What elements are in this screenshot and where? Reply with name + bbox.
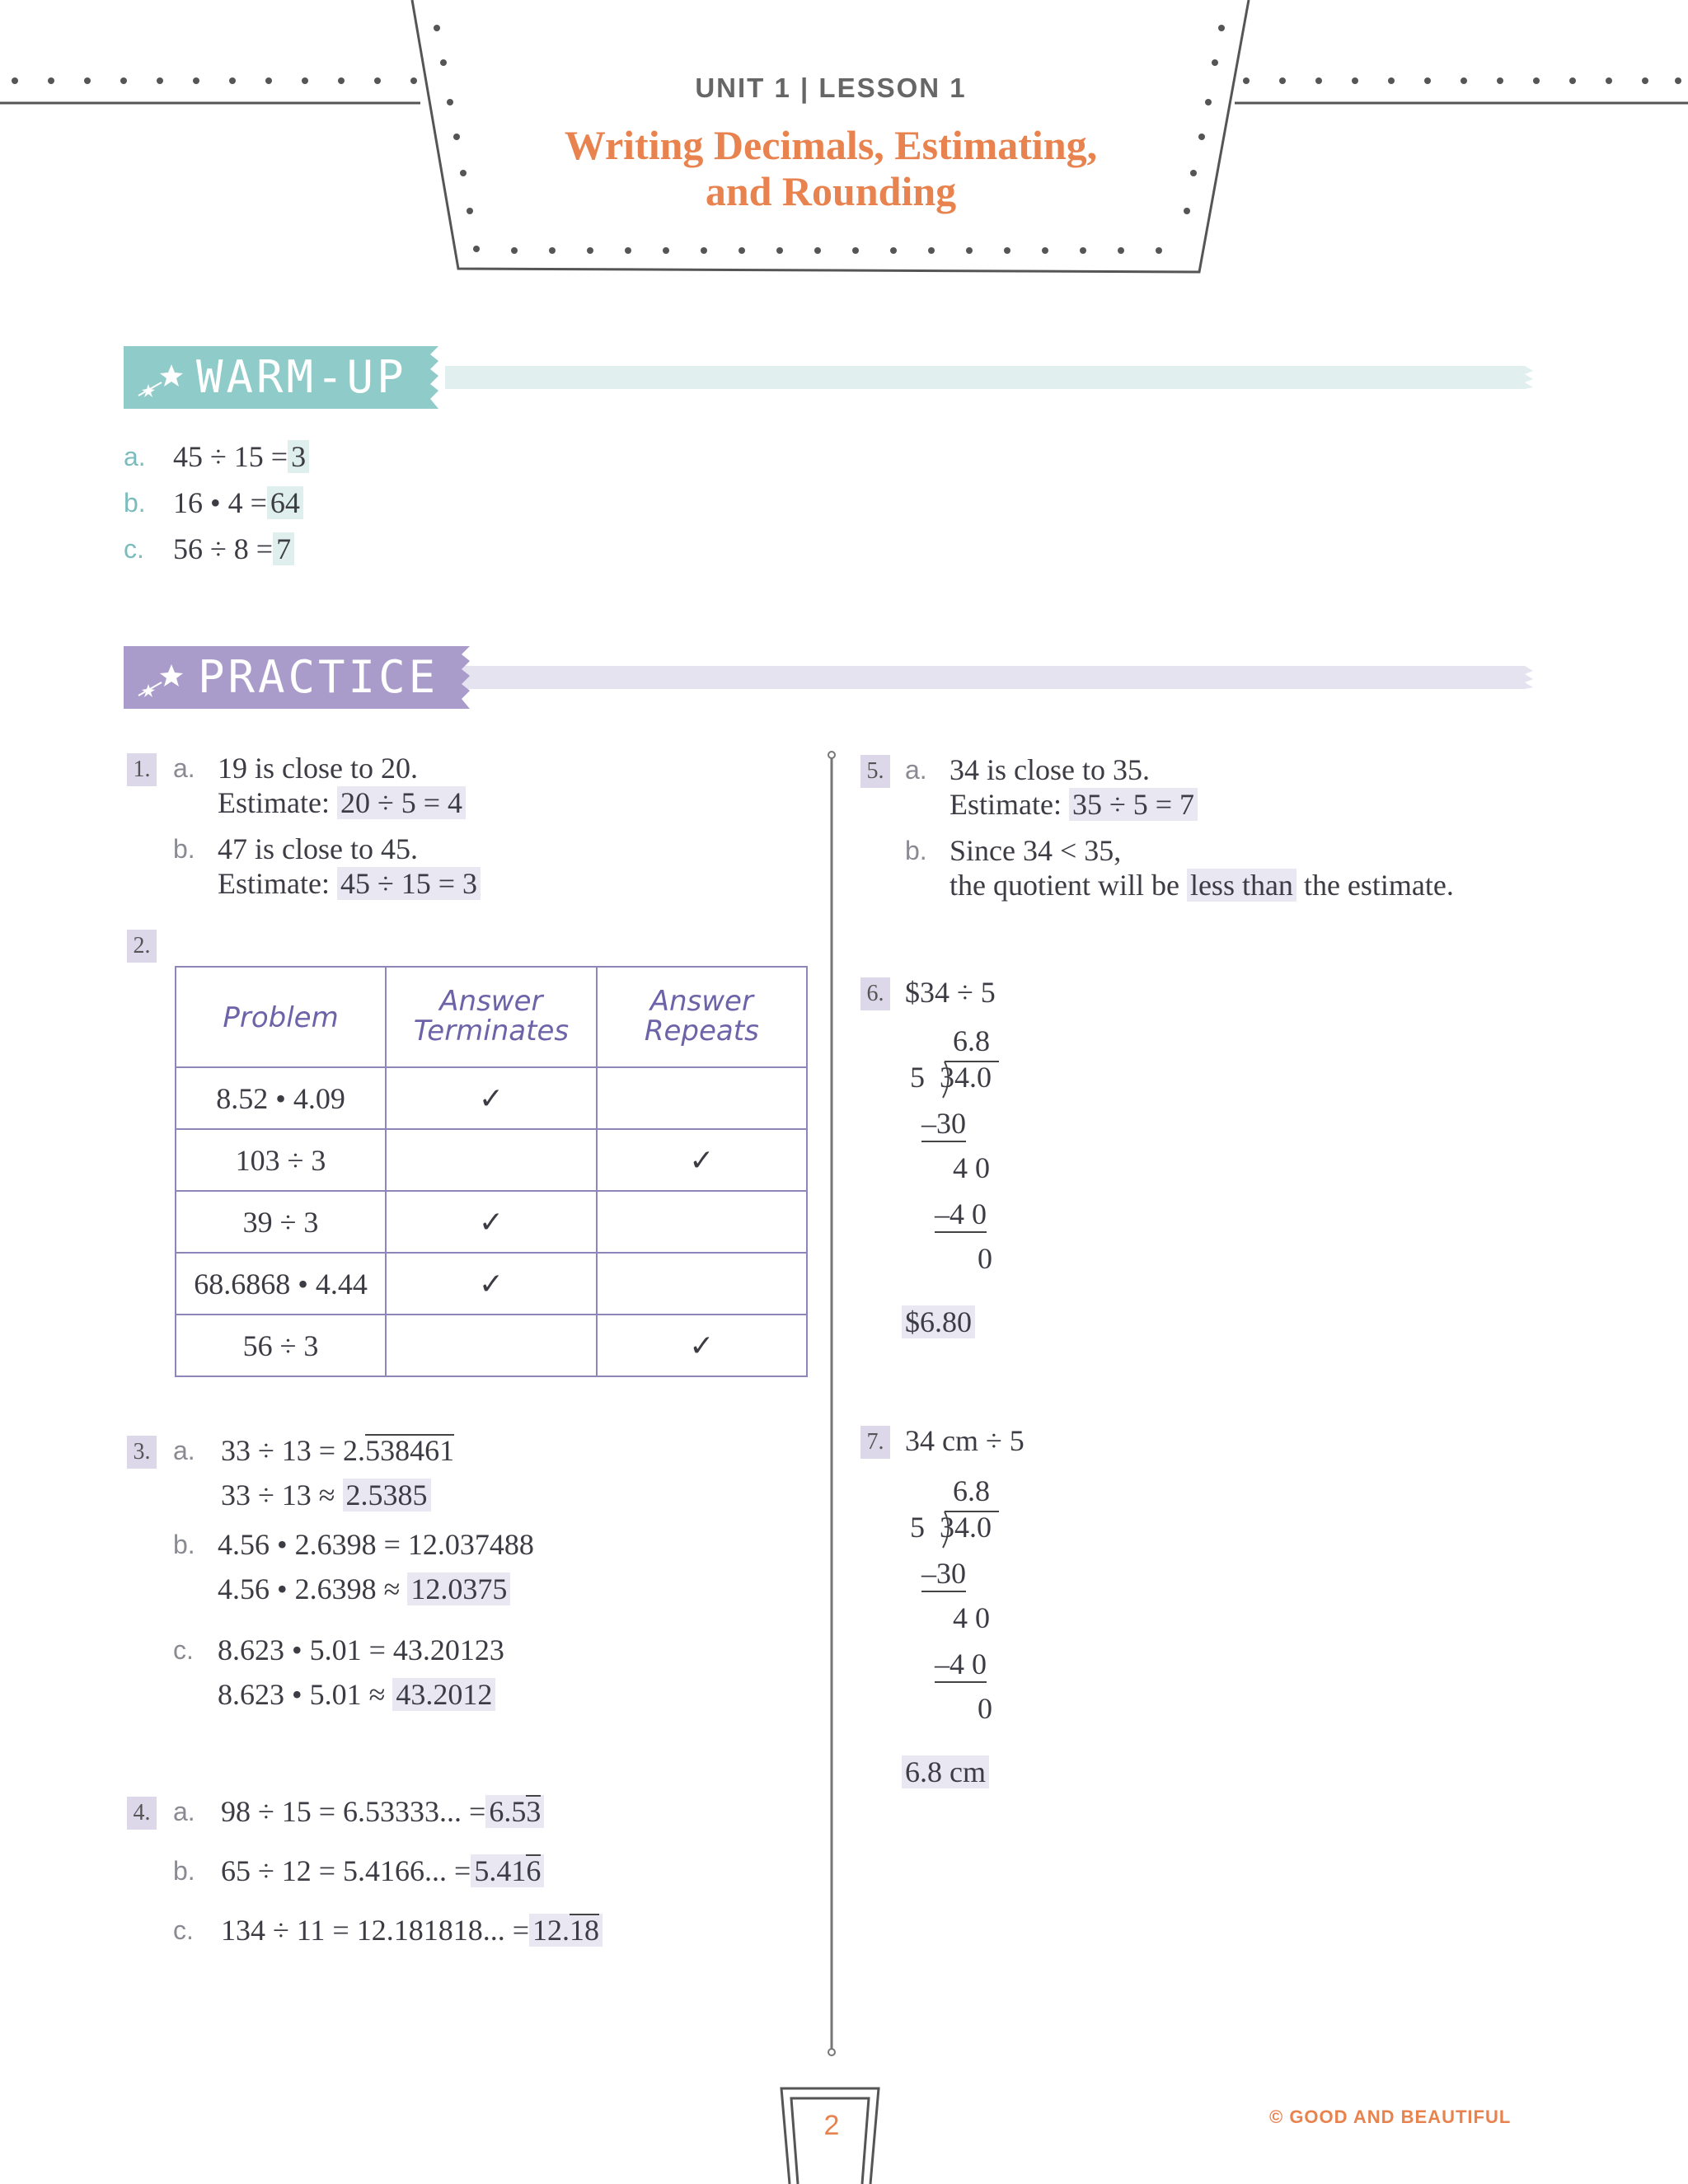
problem-number: 4. [127, 1797, 157, 1830]
p4-b: 65 ÷ 12 = 5.4166... = 5.416 [221, 1853, 544, 1889]
warmup-item: 56 ÷ 8 = 7 [173, 531, 294, 567]
problem-letter: b. [173, 1530, 195, 1559]
p7-problem: 34 cm ÷ 5 [905, 1424, 1025, 1457]
problem-number: 1. [127, 753, 157, 786]
warmup-heading: WARM-UP [196, 351, 407, 403]
table-cell: 39 ÷ 3 [176, 1191, 386, 1253]
problem-letter: b. [173, 834, 195, 864]
table-cell [386, 1129, 597, 1191]
ld-step: 0 [978, 1242, 992, 1275]
warmup-letter: a. [124, 442, 146, 471]
problem-letter: b. [173, 1856, 195, 1886]
problem-number: 2. [127, 930, 157, 963]
table-cell: ✓ [597, 1315, 807, 1376]
p3-c-line1: 8.623 • 5.01 = 43.20123 [218, 1633, 504, 1666]
p3-a-line1: 33 ÷ 13 = 2.538461 [221, 1434, 455, 1467]
p1-b-line1: 47 is close to 45. [218, 832, 418, 865]
table-row [176, 1253, 807, 1315]
table-cell: 103 ÷ 3 [176, 1129, 386, 1191]
p6-answer: $6.80 [902, 1304, 975, 1340]
problem-letter: a. [173, 1797, 195, 1826]
p5-b-line2: the quotient will be less than the estimate. [950, 869, 1454, 902]
p1-a-estimate: Estimate: 20 ÷ 5 = 4 [218, 785, 466, 821]
ld-step: 4 0 [953, 1601, 990, 1634]
p5-b-line1: Since 34 < 35, [950, 834, 1122, 867]
p3-c-line2: 8.623 • 5.01 ≈ 43.2012 [218, 1676, 495, 1713]
problem-letter: c. [173, 1635, 194, 1665]
warmup-item: 45 ÷ 15 = 3 [173, 438, 309, 475]
problem-number: 6. [860, 977, 890, 1010]
warmup-letter: c. [124, 534, 144, 564]
table-cell [597, 1067, 807, 1129]
warmup-letter: b. [124, 488, 146, 518]
table-cell: ✓ [386, 1191, 597, 1253]
table-header: Answer Repeats [597, 967, 807, 1067]
p6-problem: $34 ÷ 5 [905, 976, 996, 1009]
ld-step: –30 [921, 1556, 966, 1592]
problem-letter: a. [173, 753, 195, 783]
ld-divisor: 5 [910, 1511, 925, 1544]
p3-b-line1: 4.56 • 2.6398 = 12.037488 [218, 1528, 534, 1561]
table-header-row [176, 967, 807, 1067]
warmup-item: 16 • 4 = 64 [173, 485, 303, 521]
p3-a-line2: 33 ÷ 13 ≈ 2.5385 [221, 1477, 431, 1513]
p4-c: 134 ÷ 11 = 12.181818... = 12.18 [221, 1912, 603, 1948]
p4-a: 98 ÷ 15 = 6.53333... = 6.53 [221, 1793, 544, 1830]
table-row [176, 1129, 807, 1191]
p5-a-estimate: Estimate: 35 ÷ 5 = 7 [950, 786, 1198, 823]
practice-heading: PRACTICE [198, 651, 439, 703]
ld-quotient: 6.8 [953, 1474, 990, 1507]
table-header: Answer Terminates [386, 967, 597, 1067]
ld-step: –4 0 [935, 1647, 987, 1683]
ld-divisor: 5 [910, 1061, 925, 1094]
copyright: © GOOD AND BEAUTIFUL [1269, 2107, 1512, 2127]
problem-letter: c. [173, 1915, 194, 1945]
p3-b-line2: 4.56 • 2.6398 ≈ 12.0375 [218, 1571, 510, 1607]
ld-step: –30 [921, 1106, 966, 1142]
table-row [176, 1315, 807, 1376]
table-cell: ✓ [386, 1253, 597, 1315]
p1-a-line1: 19 is close to 20. [218, 752, 418, 785]
problem-letter: b. [905, 836, 927, 865]
table-cell: 56 ÷ 3 [176, 1315, 386, 1376]
ld-step: 4 0 [953, 1151, 990, 1184]
table-cell: ✓ [386, 1067, 597, 1129]
ld-dividend: 34.0 [940, 1511, 992, 1544]
ld-dividend: 34.0 [940, 1061, 992, 1094]
problem-number: 7. [860, 1426, 890, 1459]
terminate-repeat-table [175, 966, 808, 1377]
page-number: 2 [823, 2110, 840, 2141]
page-title-line1: Writing Decimals, Estimating, [564, 122, 1098, 168]
p1-b-estimate: Estimate: 45 ÷ 15 = 3 [218, 865, 481, 902]
table-cell: 68.6868 • 4.44 [176, 1253, 386, 1315]
table-row [176, 1191, 807, 1253]
table-cell [386, 1315, 597, 1376]
ld-step: –4 0 [935, 1197, 987, 1233]
problem-number: 5. [860, 755, 890, 788]
table-header: Problem [176, 967, 386, 1067]
table-cell [597, 1191, 807, 1253]
column-divider [824, 748, 841, 2059]
ld-quotient: 6.8 [953, 1024, 990, 1057]
ld-step: 0 [978, 1692, 992, 1725]
table-row [176, 1067, 807, 1129]
p7-answer: 6.8 cm [902, 1754, 989, 1790]
page-title-line2: and Rounding [705, 168, 957, 214]
table-cell: ✓ [597, 1129, 807, 1191]
problem-letter: a. [173, 1436, 195, 1465]
unit-lesson-label: UNIT 1 | LESSON 1 [695, 73, 967, 103]
table-cell [597, 1253, 807, 1315]
problem-letter: a. [905, 755, 927, 785]
p5-a-line1: 34 is close to 35. [950, 753, 1150, 786]
table-cell: 8.52 • 4.09 [176, 1067, 386, 1129]
problem-number: 3. [127, 1436, 157, 1469]
page-title [0, 122, 1662, 214]
